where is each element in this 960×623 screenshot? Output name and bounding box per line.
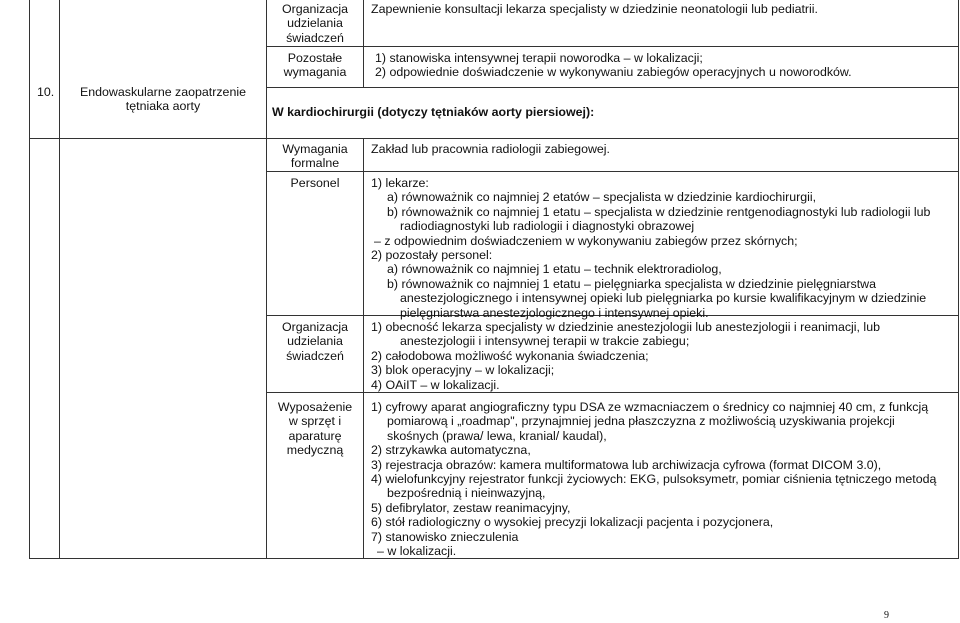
- list-line: pielęgniarstwa anestezjologicznego i intensywnej opieki.: [400, 305, 709, 320]
- organization-label: [267, 320, 363, 363]
- org-text-top: Zapewnienie konsultacji lekarza specjalisty w dziedzinie neonatologii lub pediatrii.: [371, 2, 819, 16]
- list-line: 4) OAiIT – w lokalizacji.: [371, 377, 500, 392]
- row-title-line: Endowaskularne zaopatrzenie: [79, 85, 246, 99]
- list-line: pomiarową i „roadmap", przynajmniej jedna płaszczyzna z możliwością uzyskiwania projekcji: [387, 414, 895, 429]
- other-label: [267, 51, 363, 80]
- formal-label: [267, 142, 363, 171]
- list-line: b) równoważnik co najmniej 1 etatu – pielęgniarka specjalista w dziedzinie pielęgniarstwa: [387, 276, 877, 291]
- other-text: [375, 51, 852, 80]
- list-line: 3) rejestracja obrazów: kamera multiformatowa lub archiwizacja cyfrowa (format DICOM 3.0),: [371, 457, 882, 472]
- list-line: anestezjologii i intensywnej terapii w trakcie zabiegu;: [400, 334, 690, 349]
- label-line: udzielania: [287, 334, 343, 349]
- list-line: – w lokalizacji.: [377, 544, 457, 559]
- label-line: aparaturę: [288, 428, 342, 443]
- label-line: formalne: [290, 156, 340, 171]
- text-line: 1) stanowiska intensywnej terapii noworodka – w lokalizacji;: [375, 51, 703, 65]
- list-line: 3) blok operacyjny – w lokalizacji;: [371, 363, 555, 378]
- label-line: Organizacja: [281, 320, 349, 334]
- list-line: anestezjologicznego i intensywnej opieki lub pielęgniarka po kursie kwalifikacyjnym w dziedzinie: [400, 291, 927, 306]
- personnel-label: Personel: [290, 176, 340, 190]
- list-line: a) równoważnik co najmniej 1 etatu – technik elektroradiolog,: [387, 262, 722, 277]
- list-line: 1) obecność lekarza specjalisty w dziedzinie anestezjologii lub anestezjologii i reanimacji, lub: [371, 320, 880, 334]
- label-line: medyczną: [286, 443, 344, 458]
- list-line: 2) strzykawka automatyczna,: [371, 443, 531, 458]
- rule-under-formal: [266, 171, 959, 172]
- border-label-col-top: [363, 0, 364, 87]
- list-line: 1) cyfrowy aparat angiograficzny typu DSA ze wzmacniaczem o średnicy co najmniej 40 cm, z funkcją: [371, 400, 929, 414]
- label-line: Pozostałe: [287, 51, 343, 65]
- list-line: 6) stół radiologiczny o wysokiej precyzji lokalizacji pacjenta i pozycjonera,: [371, 515, 774, 530]
- list-line: 1) lekarze:: [371, 176, 429, 190]
- list-line: – z odpowiednim doświadczeniem w wykonywaniu zabiegów przez skórnych;: [374, 233, 798, 248]
- label-line: świadczeń: [286, 30, 344, 45]
- row-title: [60, 85, 266, 114]
- equipment-list: [371, 400, 936, 558]
- list-line: 2) pozostały personel:: [371, 248, 493, 263]
- section-heading: W kardiochirurgii (dotyczy tętniaków aorty piersiowej):: [272, 105, 595, 119]
- label-line: Wyposażenie: [277, 400, 353, 414]
- rule-under-row-title: [29, 138, 959, 139]
- organization-list: [371, 320, 880, 392]
- list-line: skośnych (prawa/ lewa, kranial/ kaudal),: [387, 428, 607, 443]
- label-line: świadczeń: [286, 348, 344, 363]
- list-line: bezpośrednią i nieinwazyjną,: [387, 486, 546, 501]
- list-line: 2) całodobowa możliwość wykonania świadczenia;: [371, 348, 649, 363]
- formal-text: Zakład lub pracownia radiologii zabiegowej.: [371, 142, 611, 156]
- border-left: [29, 0, 30, 559]
- list-line: 7) stanowisko znieczulenia: [371, 529, 519, 544]
- text-line: 2) odpowiednie doświadczenie w wykonywaniu zabiegów operacyjnych u noworodków.: [375, 65, 852, 80]
- list-line: a) równoważnik co najmniej 2 etatów – specjalista w dziedzinie kardiochirurgii,: [387, 190, 817, 205]
- border-number-col: [59, 0, 60, 559]
- equipment-label: [267, 400, 363, 458]
- list-line: 4) wielofunkcyjny rejestrator funkcji życiowych: EKG, pulsoksymetr, pomiar ciśnienia tętniczego metodą: [371, 472, 937, 487]
- label-line: w sprzęt i: [288, 414, 342, 429]
- label-line: Organizacja: [281, 2, 349, 16]
- border-title-col: [266, 0, 267, 559]
- rule-under-other: [266, 87, 959, 88]
- row-number: 10.: [37, 85, 55, 99]
- rule-under-org: [266, 46, 959, 47]
- label-line: Wymagania: [282, 142, 348, 156]
- list-line: b) równoważnik co najmniej 1 etatu – specjalista w dziedzinie rentgenodiagnostyki lub radiologii lub: [387, 204, 931, 219]
- row-title-line: tętniaka aorty: [125, 99, 201, 114]
- list-line: 5) defibrylator, zestaw reanimacyjny,: [371, 500, 571, 515]
- org-label-top: [267, 2, 363, 45]
- list-line: radiodiagnostyki lub radiologii i diagnostyki obrazowej: [400, 219, 695, 234]
- border-right: [958, 0, 959, 559]
- label-line: udzielania: [287, 16, 343, 31]
- border-label-col-bottom: [363, 138, 364, 559]
- label-line: wymagania: [283, 65, 347, 80]
- rule-under-organization: [266, 392, 959, 393]
- personnel-list: [371, 176, 930, 320]
- page-number: 9: [884, 610, 889, 621]
